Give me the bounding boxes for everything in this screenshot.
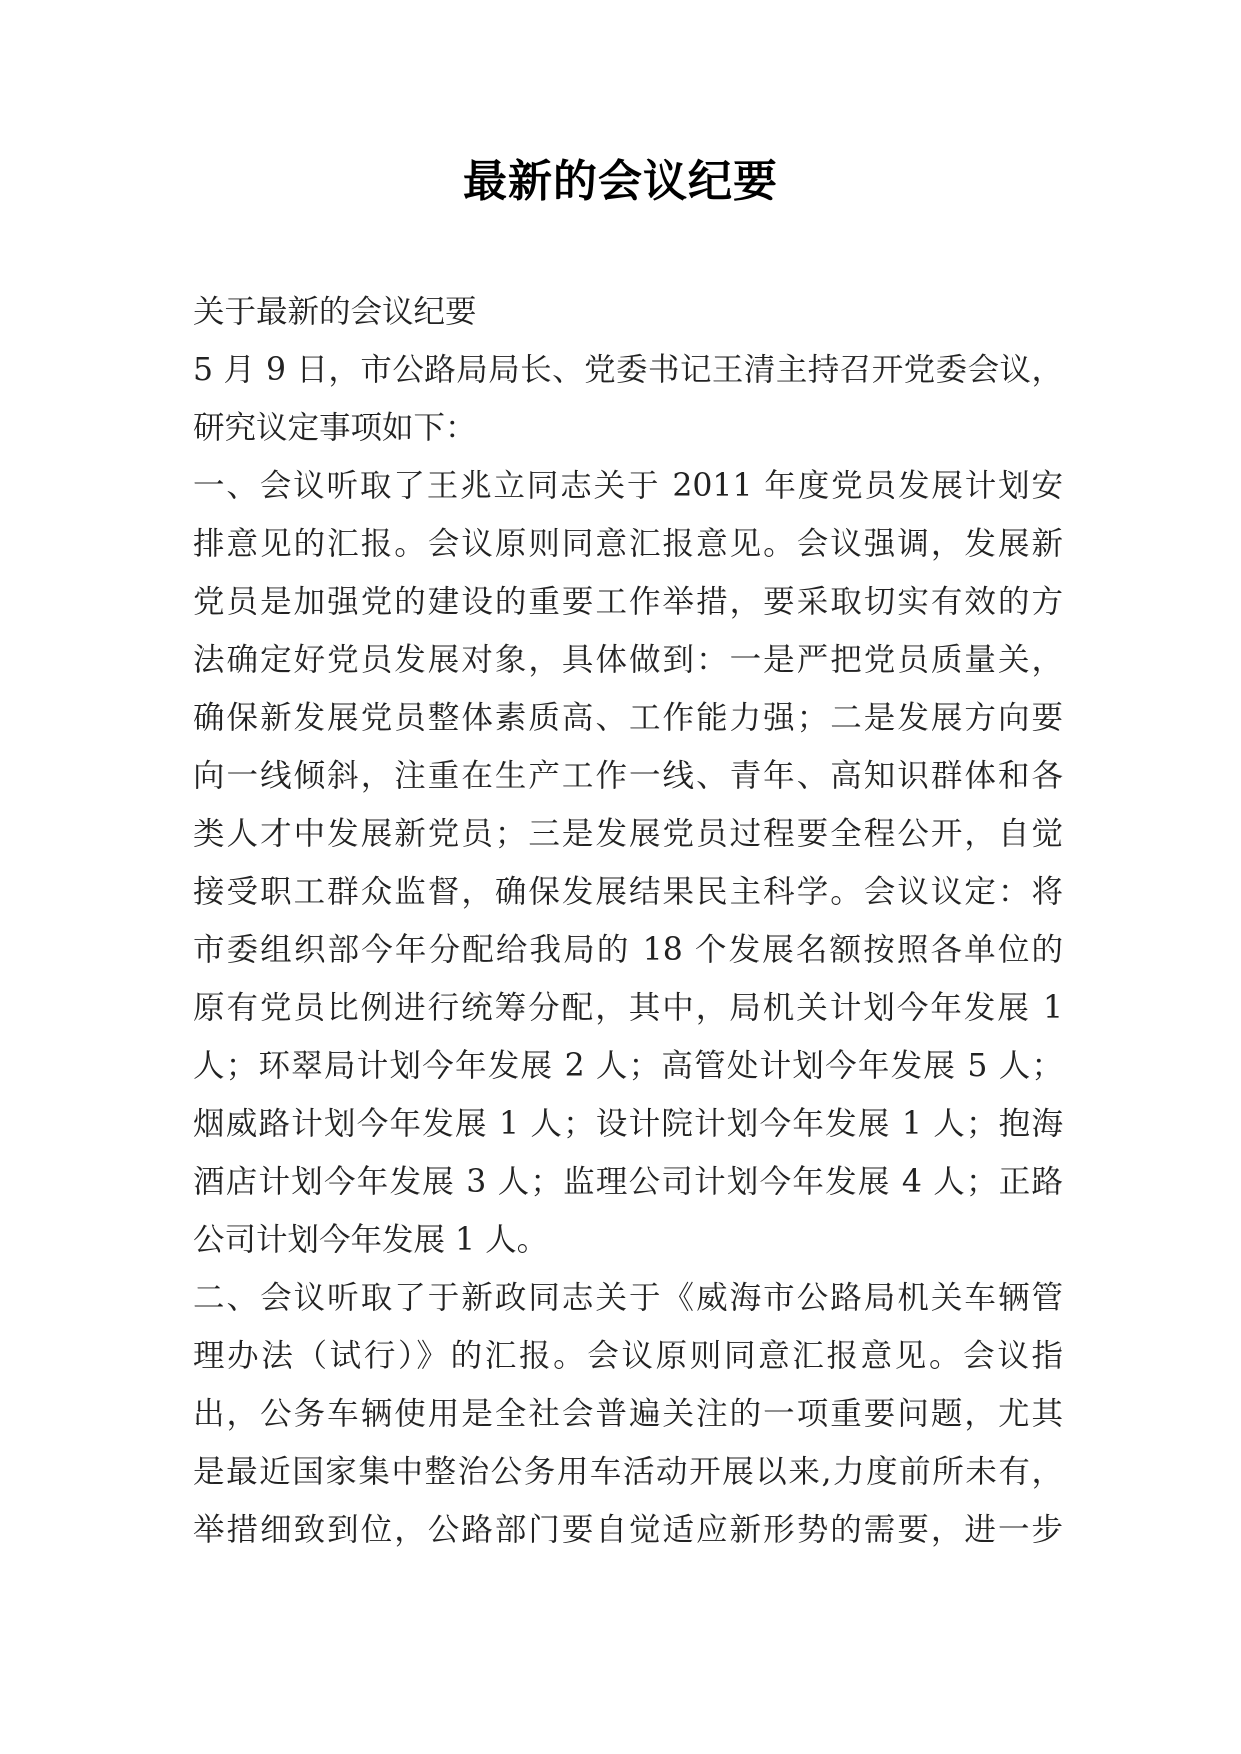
document-title: 最新的会议纪要 (463, 156, 778, 207)
paragraph-line: 类人才中发展新党员；三是发展党员过程要全程公开，自觉 (193, 816, 1063, 852)
document-body (193, 283, 1063, 1559)
paragraph-line: 党员是加强党的建设的重要工作举措，要采取切实有效的方 (193, 584, 1063, 620)
paragraph-line: 举措细致到位，公路部门要自觉适应新形势的需要，进一步 (193, 1512, 1063, 1548)
paragraph-line: 一、会议听取了王兆立同志关于 2011 年度党员发展计划安 (193, 468, 1063, 504)
subtitle-line: 关于最新的会议纪要 (193, 294, 477, 330)
paragraph-line: 法确定好党员发展对象，具体做到：一是严把党员质量关， (193, 642, 1063, 678)
paragraph-line: 人；环翠局计划今年发展 2 人；高管处计划今年发展 5 人； (193, 1048, 1063, 1084)
paragraph-line: 酒店计划今年发展 3 人；监理公司计划今年发展 4 人；正路 (193, 1164, 1063, 1200)
paragraph-line: 5 月 9 日，市公路局局长、党委书记王清主持召开党委会议， (193, 352, 1063, 388)
paragraph-line: 理办法（试行）》的汇报。会议原则同意汇报意见。会议指 (193, 1338, 1063, 1374)
paragraph-line: 确保新发展党员整体素质高、工作能力强；二是发展方向要 (193, 700, 1063, 736)
paragraph-line: 是最近国家集中整治公务用车活动开展以来,力度前所未有， (193, 1454, 1063, 1490)
paragraph-line: 排意见的汇报。会议原则同意汇报意见。会议强调，发展新 (193, 526, 1063, 562)
paragraph-line: 原有党员比例进行统筹分配，其中，局机关计划今年发展 1 (193, 990, 1063, 1026)
paragraph-line: 研究议定事项如下： (193, 410, 477, 446)
paragraph-line: 烟威路计划今年发展 1 人；设计院计划今年发展 1 人；抱海 (193, 1106, 1063, 1142)
paragraph-line: 公司计划今年发展 1 人。 (193, 1222, 549, 1258)
paragraph-line: 二、会议听取了于新政同志关于《威海市公路局机关车辆管 (193, 1280, 1063, 1316)
paragraph-line: 向一线倾斜，注重在生产工作一线、青年、高知识群体和各 (193, 758, 1063, 794)
paragraph-line: 市委组织部今年分配给我局的 18 个发展名额按照各单位的 (193, 932, 1063, 968)
paragraph-line: 出，公务车辆使用是全社会普遍关注的一项重要问题，尤其 (193, 1396, 1063, 1432)
paragraph-line: 接受职工群众监督，确保发展结果民主科学。会议议定：将 (193, 874, 1063, 910)
